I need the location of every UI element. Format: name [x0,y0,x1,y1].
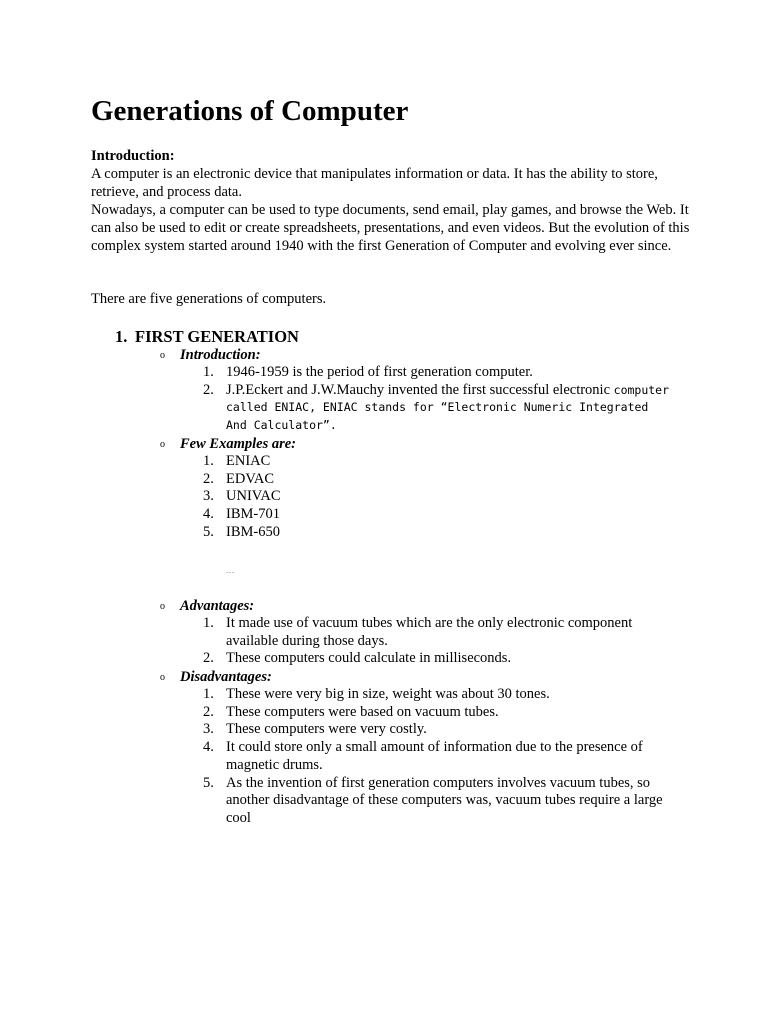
section-heading-first-generation [115,327,299,347]
page-title: Generations of Computer [91,95,409,127]
introduction-list [203,364,671,435]
list-item: 1. These were very big in size, weight was about 30 tones. [203,686,550,702]
subsection-title: Introduction: [180,347,261,363]
list-item: 5. IBM-650 [203,523,280,540]
five-generations-line: There are five generations of computers. [91,291,327,307]
list-item: 2. J.P.Eckert and J.W.Mauchy invented the first successful electronic computer called ENIAC, ENIAC stands for “Electronic Numeric Integrated And Calculator”. [203,381,670,433]
subsection-disadvantages [160,668,272,687]
list-item: 4. IBM-701 [203,506,280,523]
examples-list [203,453,671,542]
intro-paragraph-2: Nowadays, a computer can be used to type documents, send email, play games, and browse the Web. It can also be used to edit or create spreadsheets, presentations, and even videos. But the evolution of this complex system started around 1940 with the first Generation of Computer and evolving ever since. [91,202,690,254]
subsection-title: Few Examples are: [180,436,296,452]
bullet-icon: o [160,672,165,683]
list-item: 5. As the invention of first generation computers involves vacuum tubes, so another disadvantage of these computers was, vacuum tubes require a large cool [203,774,663,826]
bullet-icon: o [160,439,165,450]
disadvantages-list [203,686,671,828]
introduction-block [91,147,691,255]
list-item: 3. These computers were very costly. [203,721,427,738]
bullet-icon: o [160,350,165,361]
section-number: 1. [115,327,128,346]
intro-paragraph-1: A computer is an electronic device that manipulates information or data. It has the ability to store, retrieve, and process data. [91,166,658,200]
subsection-title: Disadvantages: [180,669,272,685]
bullet-icon: o [160,601,165,612]
ellipsis-mark: ... [226,566,235,575]
list-item: 2. These computers were based on vacuum tubes. [203,703,499,720]
section-title: FIRST GENERATION [135,327,299,346]
list-item: 3. UNIVAC [203,488,281,505]
subsection-title: Advantages: [180,598,255,614]
subsection-advantages [160,597,254,616]
list-item: 1. It made use of vacuum tubes which are the only electronic component available during those days. [203,615,633,649]
list-item: 1. ENIAC [203,453,271,469]
list-item: 4. It could store only a small amount of information due to the presence of magnetic drums. [203,739,643,773]
advantages-list [203,615,671,668]
intro-heading: Introduction: [91,148,175,164]
list-item: 2. These computers could calculate in milliseconds. [203,650,512,667]
list-item: 2. EDVAC [203,470,275,487]
subsection-introduction [160,346,261,365]
list-item: 1. 1946-1959 is the period of first generation computer. [203,364,533,380]
subsection-examples [160,435,296,454]
